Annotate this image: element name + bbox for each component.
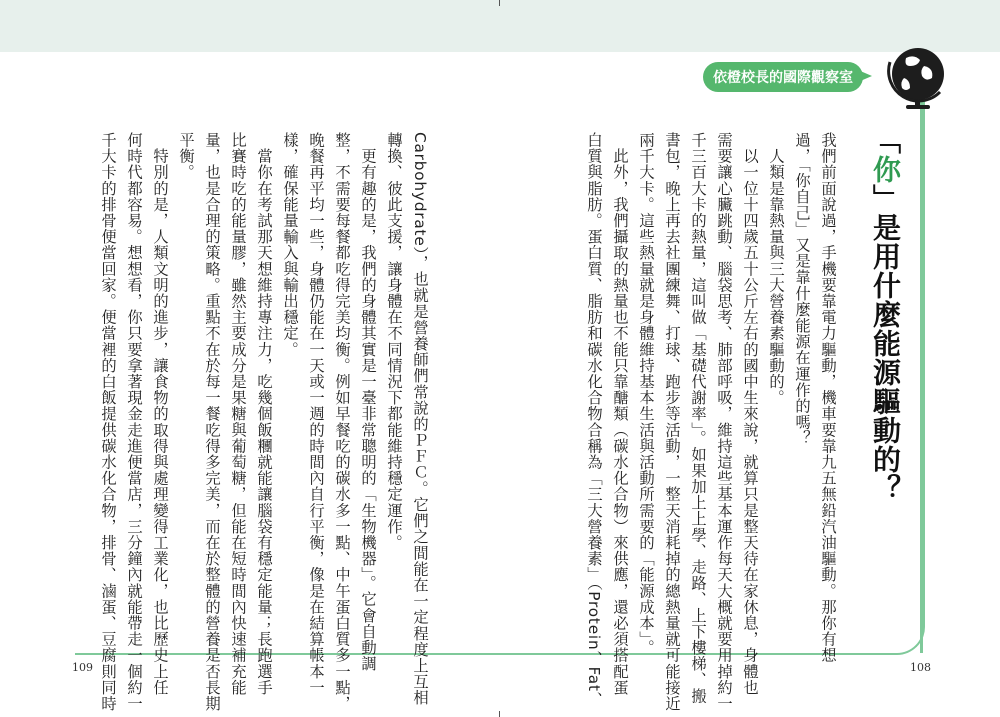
page-number-right: 108 xyxy=(910,661,931,674)
text-column: 此外，我們攝取的熱量也不能只靠醣類（碳水化合物）來供應，還必須搭配蛋 xyxy=(611,132,629,696)
text-column: 以一位十四歲五十公斤左右的國中生來說，就算只是整天待在家休息，身體也 xyxy=(741,132,759,696)
page-number-left: 109 xyxy=(72,661,93,674)
text-column: 樣，確保能量輸入與輸出穩定。 xyxy=(281,132,299,358)
text-column: 平衡。 xyxy=(177,132,195,181)
text-column: 人類是靠熱量與三大營養素驅動的。 xyxy=(767,132,785,406)
text-column: 量，也是合理的策略。重點不在於每一餐吃得多完美，而在於整體的營養是否長期 xyxy=(203,132,221,712)
gutter-mark-top xyxy=(499,0,500,6)
text-column: 何時代都容易。想想看，你只要拿著現金走進便當店，三分鐘內就能帶走一個約一 xyxy=(125,132,143,712)
panel-right-border xyxy=(920,53,923,653)
text-column: 需要讓心臟跳動、腦袋思考、肺部呼吸，維持這些基本運作每天大概就要用掉約一 xyxy=(715,132,733,712)
badge-pointer xyxy=(858,70,872,82)
top-background-band xyxy=(0,0,1000,52)
section-badge xyxy=(703,62,863,92)
text-column: 當你在考試那天想維持專注力，吃幾個飯糰就能讓腦袋有穩定能量；長跑選手 xyxy=(255,132,273,696)
globe-icon xyxy=(878,40,954,110)
section-badge-label: 依橙校長的國際觀察室 xyxy=(713,70,853,86)
heading-highlight: 你 xyxy=(869,155,902,184)
text-column: 千三百大卡的熱量，這叫做「基礎代謝率」。如果加上上學、走路、上下樓梯、搬 xyxy=(689,132,707,704)
text-column: 特別的是，人類文明的進步，讓食物的取得與處理變得工業化，也比歷史上任 xyxy=(151,132,169,696)
text-column: 我們前面說過，手機要靠電力驅動，機車要靠九五無鉛汽油驅動。那你有想 xyxy=(819,132,837,664)
text-column: 書包，晚上再去社團練舞、打球、跑步等活動，一整天消耗掉的總熱量就可能接近 xyxy=(663,132,681,712)
section-heading: 「你」是用什麼能源驅動的？ xyxy=(869,126,902,503)
text-column: 晚餐再平均一些，身體仍能在一天或一週的時間內自行平衡，像是在結算帳本一 xyxy=(307,132,325,696)
text-column: 比賽時吃的能量膠，雖然主要成分是果糖與葡萄糖，但能在短時間內快速補充能 xyxy=(229,132,247,696)
text-column: 整，不需要每餐都吃得完美均衡。例如早餐吃的碳水多一點、中午蛋白質多一點， xyxy=(333,132,351,712)
text-column: 更有趣的是，我們的身體其實是一臺非常聰明的「生物機器」。它會自動調 xyxy=(359,132,377,672)
text-column: Carbohydrate），也就是營養師們常說的ＰＦＣ。它們之間能在一定程度上互相 xyxy=(411,132,429,706)
gutter-mark-bottom xyxy=(499,711,500,717)
text-column: 千大卡的排骨便當回家。便當裡的白飯提供碳水化合物，排骨、滷蛋、豆腐則同時 xyxy=(99,132,117,712)
text-column: 轉換、彼此支援，讓身體在不同情況下都能維持穩定運作。 xyxy=(385,132,403,551)
text-column: 過，「你自己」又是靠什麼能源在運作的嗎？ xyxy=(793,132,811,447)
text-column: 白質與脂肪。蛋白質、脂肪和碳水化合物合稱為「三大營養素」（Protein、Fat、 xyxy=(585,132,603,708)
text-column: 兩千大卡。這些熱量就是身體維持基本生活與活動所需要的「能源成本」。 xyxy=(637,132,655,656)
